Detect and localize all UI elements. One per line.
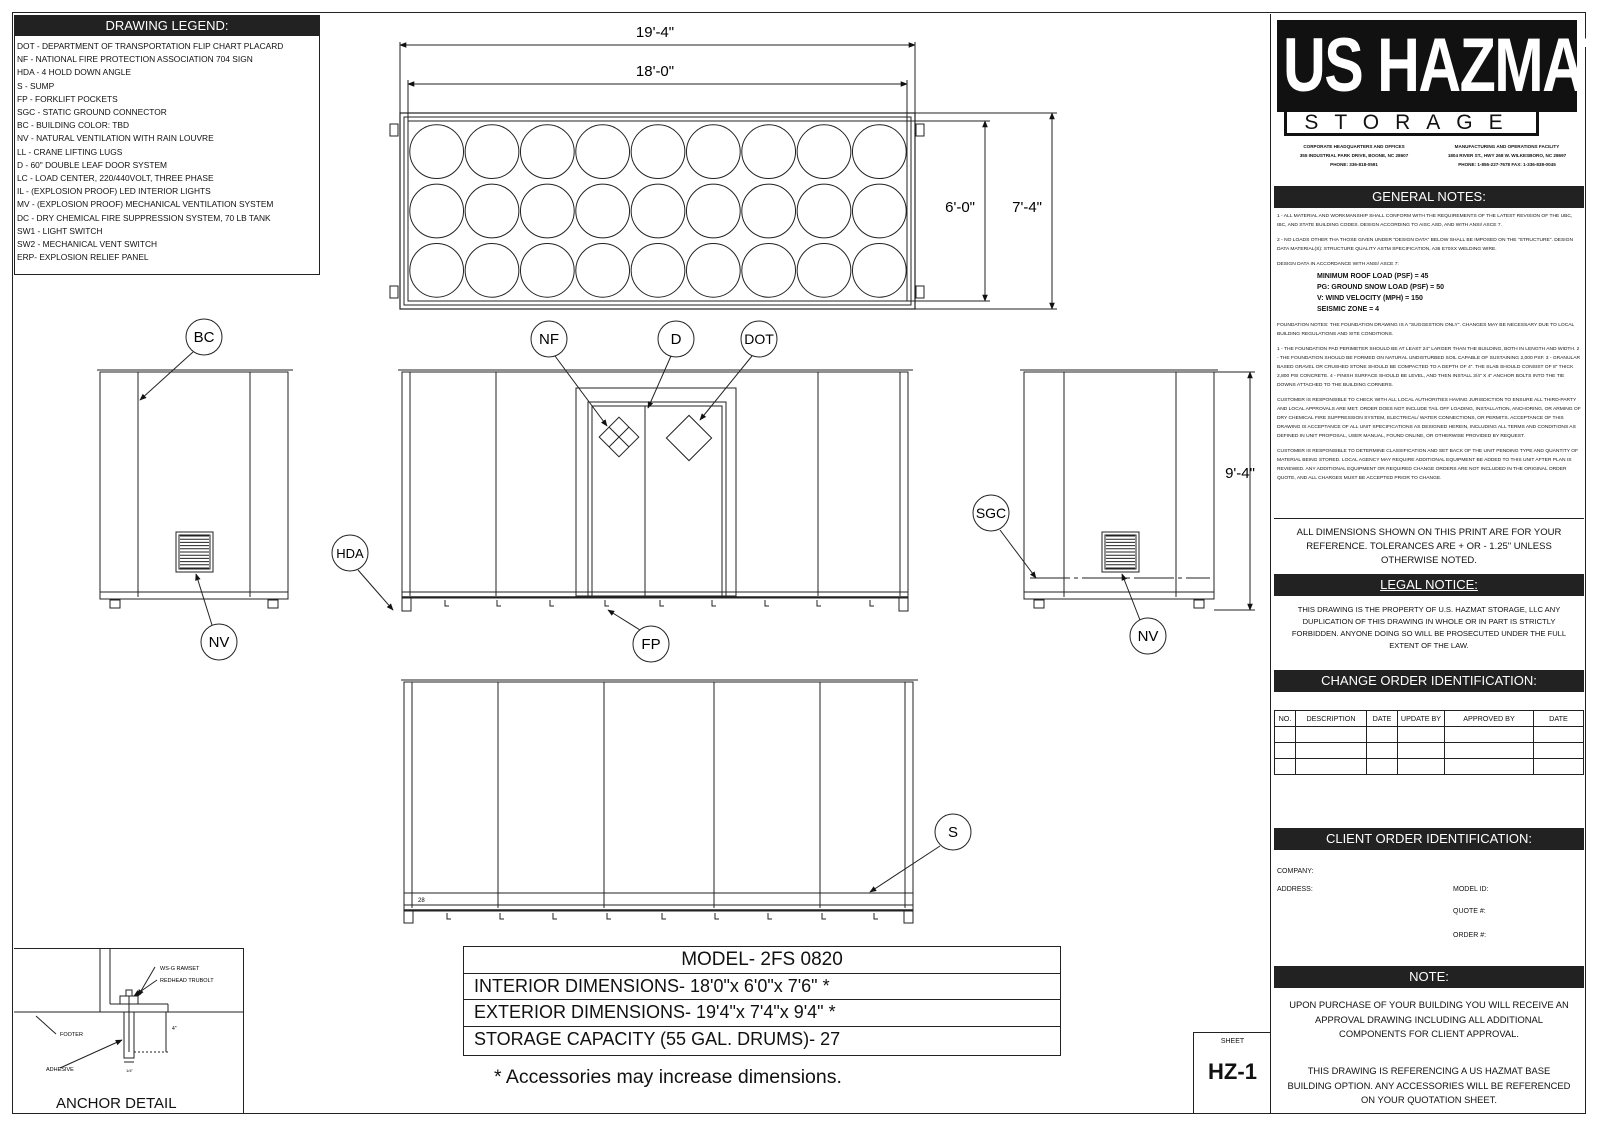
drum-circle	[852, 125, 906, 179]
general-notes-header: GENERAL NOTES:	[1274, 186, 1584, 208]
drum-circle	[520, 184, 574, 238]
forklift-pocket	[607, 913, 611, 919]
drum-circle	[576, 243, 630, 297]
forklift-pocket	[662, 913, 666, 919]
change-order-cell[interactable]	[1398, 743, 1445, 759]
company-logo	[1274, 18, 1614, 136]
drum-circle	[797, 243, 851, 297]
callout-nv-right: NV	[1137, 628, 1159, 645]
forklift-pocket	[605, 600, 609, 606]
dim-ext-height: 9'-4"	[1225, 465, 1255, 482]
general-note-1: 1 - ALL MATERIAL AND WORKMANSHIP SHALL CONFORM WITH THE REQUIREMENTS OF THE LATEST REVISION OF THE UBC, IBC, AND STATE BUILDING CODES. DESIGN ACCORDING TO AISC ASD, AND WITH ANSI/ ASCE 7.	[1277, 214, 1573, 228]
title-block	[1270, 14, 1614, 1114]
louvre-left	[179, 535, 210, 569]
drum-circle	[631, 125, 685, 179]
design-roof-load: MINIMUM ROOF LOAD (PSF) = 45	[1317, 273, 1429, 280]
model-title: MODEL- 2FS 0820	[464, 947, 1060, 974]
drum-circle	[631, 184, 685, 238]
mfg-title: MANUFACTURING AND OPERATIONS FACILITY	[1454, 144, 1560, 149]
forklift-pocket	[817, 600, 821, 606]
legal-notice-header: LEGAL NOTICE:	[1274, 574, 1584, 596]
design-snow-load: PG: GROUND SNOW LOAD (PSF) = 50	[1317, 284, 1444, 291]
hq-title: CORPORATE HEADQUARTERS AND OFFICES	[1303, 144, 1405, 149]
change-order-cell[interactable]	[1445, 759, 1534, 775]
change-order-cell[interactable]	[1367, 743, 1398, 759]
drum-circle	[852, 243, 906, 297]
legend-item: SW2 - MECHANICAL VENT SWITCH	[17, 239, 158, 250]
logo-sub: STORAGE	[1284, 112, 1539, 136]
callout-nf: NF	[539, 331, 559, 348]
model-exterior: EXTERIOR DIMENSIONS- 19'4"x 7'4"x 9'4" *	[464, 1000, 1060, 1027]
callout-sgc: SGC	[975, 505, 1007, 521]
callout-bc: BC	[193, 329, 215, 346]
drum-circle	[410, 125, 464, 179]
change-order-cell[interactable]	[1445, 727, 1534, 743]
model-interior: INTERIOR DIMENSIONS- 18'0"x 6'0"x 7'6" *	[464, 974, 1060, 1001]
change-order-cell[interactable]	[1296, 743, 1367, 759]
change-order-cell[interactable]	[1534, 727, 1584, 743]
dim-int-width: 6'-0"	[945, 199, 975, 216]
drum-circle	[465, 243, 519, 297]
client-address: ADDRESS:	[1277, 886, 1313, 893]
legend-item: SGC - STATIC GROUND CONNECTOR	[17, 107, 167, 118]
client-quote: QUOTE #:	[1453, 908, 1486, 915]
forklift-pocket	[870, 600, 874, 606]
client-model-id: MODEL ID:	[1453, 886, 1489, 893]
sheet-label: SHEET	[1220, 1038, 1245, 1045]
forklift-pocket	[500, 913, 504, 919]
forklift-pocket	[445, 600, 449, 606]
customer-note-2: CUSTOMER IS RESPONSIBLE TO DETERMINE CLASSIFICATION AND SET BACK OF THE UNIT PENDING TYPE AND QUANTITY OF MATERIAL BEING STORED. LOCAL AGENCY MAY REQUIRE ADDITIONAL EQUIPMENT BE ADDED TO THIS UNIT AFTER PLAN IS REVIEWED. ANY ADDITIONAL EQUIPMENT OR REQUIRED CHANGE ORDERS ARE NOT INCLUDED IN THE ORIGINAL ORDER QUOTE, AND ALL CHARGES MUST BE ACCEPTED PRIOR TO CHANGE.	[1277, 449, 1579, 481]
legend-item: NV - NATURAL VENTILATION WITH RAIN LOUVRE	[17, 133, 214, 144]
note-header: NOTE:	[1274, 966, 1584, 988]
client-order-header: CLIENT ORDER IDENTIFICATION:	[1274, 828, 1584, 850]
drum-circle	[576, 184, 630, 238]
legend-item: FP - FORKLIFT POCKETS	[17, 93, 118, 104]
foundation-intro: FOUNDATION NOTES: THE FOUNDATION DRAWING IS A "SUGGESTION ONLY". CHANGES MAY BE NECESSARY DUE TO LOCAL BUILDING REGULATIONS AND SITE CONDITIONS.	[1277, 323, 1575, 337]
change-order-cell[interactable]	[1367, 759, 1398, 775]
drum-circle	[520, 243, 574, 297]
model-capacity: STORAGE CAPACITY (55 GAL. DRUMS)- 27	[474, 1028, 841, 1049]
note-1: UPON PURCHASE OF YOUR BUILDING YOU WILL RECEIVE AN APPROVAL DRAWING INCLUDING ALL ADDITIONAL COMPONENTS FOR CLIENT APPROVAL.	[1289, 999, 1569, 1039]
mfg-addr: 1804 RIVER ST., HWY 268 W. WILKESBORO, NC 28697	[1447, 153, 1567, 158]
anchor-dim-bolt: 1/4"	[126, 1068, 133, 1073]
legend-item: BC - BUILDING COLOR: TBD	[17, 120, 129, 131]
design-intro: DESIGN DATA IN ACCORDANCE WITH ANSI/ ASCE 7:	[1277, 262, 1399, 267]
forklift-pocket	[765, 600, 769, 606]
legend-title: DRAWING LEGEND:	[15, 16, 319, 36]
sheet-box	[1193, 1032, 1271, 1114]
right-end-elevation	[973, 370, 1255, 654]
model-info-box	[463, 946, 1061, 1056]
note-2: THIS DRAWING IS REFERENCING A US HAZMAT BASE BUILDING OPTION. ANY ACCESSORIES WILL BE REFERENCED ON YOUR QUOTATION SHEET.	[1287, 1065, 1571, 1105]
drum-circle	[742, 243, 796, 297]
change-order-cell[interactable]	[1275, 759, 1296, 775]
change-order-row	[1275, 759, 1584, 775]
client-order: ORDER #:	[1453, 932, 1487, 939]
dim-ext-width: 7'-4"	[1012, 199, 1042, 216]
forklift-pocket	[550, 600, 554, 606]
change-order-cell[interactable]	[1296, 727, 1367, 743]
drum-circle	[576, 125, 630, 179]
dim-ext-length: 19'-4"	[635, 24, 675, 41]
dot-placard	[666, 415, 711, 460]
legal-notice-text: THIS DRAWING IS THE PROPERTY OF U.S. HAZMAT STORAGE, LLC ANY DUPLICATION OF THIS DRAWING IN WHOLE OR IN PART IS STRICTLY FORBIDDEN. ANYONE DOING SO WILL BE PROSECUTED UNDER THE FULL EXTENT OF THE LAW.	[1291, 605, 1567, 650]
mfg-phone: PHONE: 1-855-227-7678 FAX: 1-336-838-0045	[1458, 162, 1556, 167]
louvre-right	[1105, 535, 1136, 569]
drum-grid	[410, 125, 906, 297]
logo-main: US HAZMAT	[1283, 23, 1614, 108]
change-order-cell[interactable]	[1534, 759, 1584, 775]
drum-circle	[797, 184, 851, 238]
drum-circle	[465, 125, 519, 179]
front-elevation	[332, 321, 913, 662]
forklift-pocket	[874, 913, 878, 919]
legend-item: LL - CRANE LIFTING LUGS	[17, 146, 123, 157]
divider-1	[1274, 518, 1584, 519]
drum-circle	[797, 125, 851, 179]
legend-list	[17, 40, 319, 264]
forklift-pocket	[553, 913, 557, 919]
change-order-cell[interactable]	[1296, 759, 1367, 775]
change-order-col-header: DATE	[1534, 711, 1584, 727]
forklift-pocket	[712, 600, 716, 606]
dim-int-length: 18'-0"	[635, 63, 675, 80]
forklift-pocket	[660, 600, 664, 606]
drum-circle	[686, 243, 740, 297]
change-order-cell[interactable]	[1398, 759, 1445, 775]
forklift-pockets-back	[447, 913, 878, 919]
accessories-note: * Accessories may increase dimensions.	[494, 1066, 842, 1088]
drum-circle	[465, 184, 519, 238]
anchor-detail-title: ANCHOR DETAIL	[56, 1095, 177, 1112]
change-order-col-header: NO.	[1275, 711, 1296, 727]
change-order-header: CHANGE ORDER IDENTIFICATION:	[1274, 670, 1584, 692]
change-order-col-header: DATE	[1367, 711, 1398, 727]
anchor-trubolt: REDHEAD TRUBOLT	[160, 978, 214, 984]
forklift-pocket	[768, 913, 772, 919]
change-order-row	[1275, 743, 1584, 759]
drum-circle	[852, 184, 906, 238]
change-order-row	[1275, 727, 1584, 743]
legend-item: NF - NATIONAL FIRE PROTECTION ASSOCIATION 704 SIGN	[17, 54, 253, 65]
change-order-col-header: DESCRIPTION	[1296, 711, 1367, 727]
legend-item: IL - (EXPLOSION PROOF) LED INTERIOR LIGHTS	[17, 186, 211, 197]
drum-circle	[686, 125, 740, 179]
forklift-pocket	[497, 600, 501, 606]
anchor-footer: FOOTER	[60, 1032, 83, 1038]
drawing-legend	[14, 15, 320, 275]
general-notes-body	[1277, 212, 1581, 489]
callout-fp: FP	[641, 636, 661, 653]
change-order-cell[interactable]	[1534, 743, 1584, 759]
callout-s: S	[947, 824, 959, 841]
legend-item: MV - (EXPLOSION PROOF) MECHANICAL VENTILATION SYSTEM	[17, 199, 274, 210]
back-elevation	[401, 680, 971, 923]
callout-dot: DOT	[744, 331, 774, 347]
anchor-ramset: WS-G RAMSET	[160, 966, 200, 972]
general-note-2: 2 - NO LOADS OTHER THA THOSE GIVEN UNDER "DESIGN DATA" BELOW SHALL BE IMPOSED ON THE "STRUCTURE". DESIGN DATA MATERIAL(S): STRUCTURE QUALITY ASTM SPECIFICATION, A36 E70XX WELDING WIRE.	[1277, 238, 1573, 252]
change-order-table	[1274, 710, 1584, 775]
drum-circle	[631, 243, 685, 297]
legend-item: SW1 - LIGHT SWITCH	[17, 225, 103, 236]
change-order-cell[interactable]	[1398, 727, 1445, 743]
client-company: COMPANY:	[1277, 868, 1314, 875]
change-order-col-header: APPROVED BY	[1445, 711, 1534, 727]
anchor-adhesive: ADHESIVE	[46, 1067, 74, 1073]
callout-hda: HDA	[336, 546, 364, 561]
left-end-elevation	[97, 319, 293, 660]
drum-circle	[520, 125, 574, 179]
legend-item: S - SUMP	[17, 80, 55, 91]
change-order-cell[interactable]	[1445, 743, 1534, 759]
foundation-list: 1 - THE FOUNDATION PAD PERIMETER SHOULD BE AT LEAST 24" LARGER THAN THE BUILDING, BOTH IN LENGTH AND WIDTH. 2 - THE FOUNDATION SHOULD BE FORMED ON NATURAL UNDISTURBED SOIL CAPABLE OF SUSTAINING 2,000 PSF. 3 - GRANULAR BASED GRAVEL OR CRUSHED STONE SHOULD BE COMPACTED TO A DEPTH OF 4". THE SLAB SHOULD CONSIST OF 8" THICK 2,800 PSI CONCRETE. 4 - FINISH SURFACE SHOULD BE LEVEL, AND THEN INSTALL 3/4" X 4" ANCHOR BOLTS INTO THE TIE DOWNS ATTACHED TO THE BUILDING CORNERS.	[1277, 347, 1580, 388]
logo-bg	[1277, 20, 1614, 112]
anchor-detail-box	[14, 948, 244, 1114]
tolerance-note: ALL DIMENSIONS SHOWN ON THIS PRINT ARE FOR YOUR REFERENCE. TOLERANCES ARE + OR - 1.25" UNLESS OTHERWISE NOTED.	[1296, 527, 1562, 566]
change-order-cell[interactable]	[1367, 727, 1398, 743]
design-wind: V: WIND VELOCITY (MPH) = 150	[1317, 295, 1423, 302]
legend-item: ERP- EXPLOSION RELIEF PANEL	[17, 252, 149, 263]
mfg-address	[1431, 142, 1583, 169]
customer-note-1: CUSTOMER IS RESPONSIBLE TO CHECK WITH ALL LOCAL AUTHORITIES HAVING JURISDICTION TO ENSURE ALL THIRD-PARTY AND LOCAL APPROVALS ARE MET. ORDER DOES NOT INCLUDE TAIL OFF LOADING, INSTALLATION, ANCHORING, OR ARMING OF DRY CHEMICAL FIRE SUPPRESSION SYSTEM, ELECTRICAL/ WATER CONNECTIONS, OR PERMITS. ACCEPTANCE OF THIS DRAWING IS ACCEPTANCE OF ALL UNIT SPECIFICATIONS AS DESIGNED HEREIN, INCLUDING ALL TERMS AND CONDITIONS AS DEFINED IN UNIT PROPOSAL, USER MANUAL, FOUND ONLINE, OR OTHERWISE PROVIDED BY REQUEST.	[1277, 398, 1581, 439]
change-order-cell[interactable]	[1275, 727, 1296, 743]
legend-item: DC - DRY CHEMICAL FIRE SUPPRESSION SYSTEM, 70 LB TANK	[17, 212, 271, 223]
drum-circle	[410, 184, 464, 238]
legend-item: D - 60" DOUBLE LEAF DOOR SYSTEM	[17, 159, 168, 170]
design-seismic: SEISMIC ZONE = 4	[1317, 306, 1380, 313]
plan-view	[390, 42, 1057, 309]
change-order-cell[interactable]	[1275, 743, 1296, 759]
hq-address	[1279, 142, 1429, 169]
sump-label: 28	[418, 898, 425, 904]
hq-addr: 355 INDUSTRIAL PARK DRIVE, BOONE, NC 28607	[1299, 153, 1409, 158]
change-order-col-header: UPDATE BY	[1398, 711, 1445, 727]
drum-circle	[742, 184, 796, 238]
change-order-header-row	[1275, 711, 1584, 727]
legend-item: DOT - DEPARTMENT OF TRANSPORTATION FLIP CHART PLACARD	[17, 41, 284, 51]
forklift-pocket	[715, 913, 719, 919]
callout-d: D	[670, 331, 682, 348]
anchor-dim-depth: 4"	[172, 1026, 177, 1032]
drum-circle	[410, 243, 464, 297]
sheet-number: HZ-1	[1208, 1059, 1257, 1084]
drum-circle	[742, 125, 796, 179]
hq-phone: PHONE: 336-818-0591	[1330, 162, 1378, 167]
forklift-pocket	[447, 913, 451, 919]
forklift-pocket	[822, 913, 826, 919]
legend-item: HDA - 4 HOLD DOWN ANGLE	[17, 67, 132, 78]
legend-item: LC - LOAD CENTER, 220/440VOLT, THREE PHASE	[17, 173, 214, 184]
drum-circle	[686, 184, 740, 238]
forklift-pockets	[445, 600, 874, 606]
callout-nv-left: NV	[208, 634, 230, 651]
